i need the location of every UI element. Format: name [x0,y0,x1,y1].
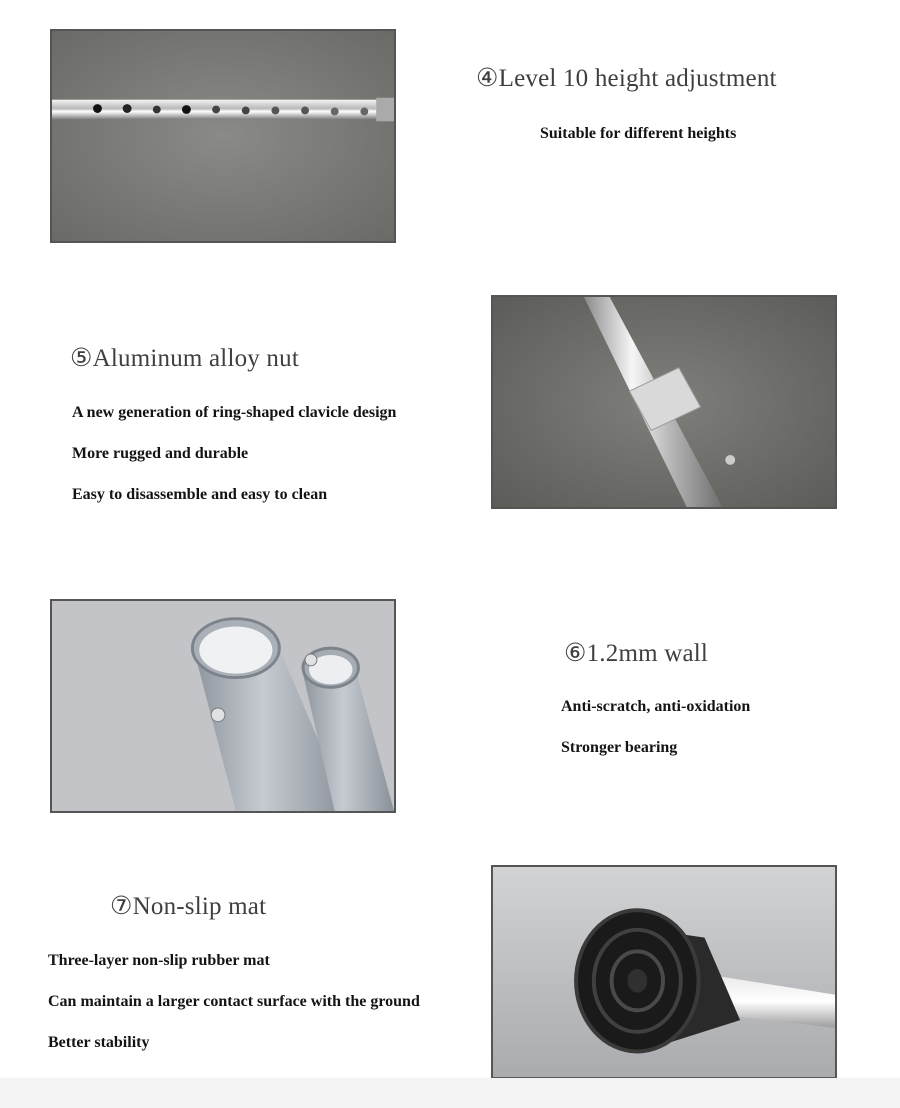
alloy-nut-line-2: More rugged and durable [72,445,249,462]
wall-thickness-photo [50,599,396,813]
wall-thickness-line-1: Anti-scratch, anti-oxidation [561,698,751,715]
alloy-nut-heading: ⑤Aluminum alloy nut [70,345,299,372]
bottom-strip [0,1078,900,1108]
non-slip-mat-heading: ⑦Non-slip mat [110,893,267,920]
height-adjustment-line-1: Suitable for different heights [540,125,737,142]
non-slip-mat-line-3: Better stability [48,1034,150,1051]
alloy-nut-line-1: A new generation of ring-shaped clavicle design [72,404,397,421]
wall-thickness-heading: ⑥1.2mm wall [564,640,709,667]
non-slip-mat-line-2: Can maintain a larger contact surface with the ground [48,993,420,1010]
wall-thickness-line-2: Stronger bearing [561,739,678,756]
height-adjustment-heading: ④Level 10 height adjustment [476,65,777,92]
height-adjustment-photo [50,29,396,243]
alloy-nut-photo [491,295,837,509]
non-slip-mat-line-1: Three-layer non-slip rubber mat [48,952,270,969]
non-slip-mat-photo [491,865,837,1079]
alloy-nut-line-3: Easy to disassemble and easy to clean [72,486,328,503]
